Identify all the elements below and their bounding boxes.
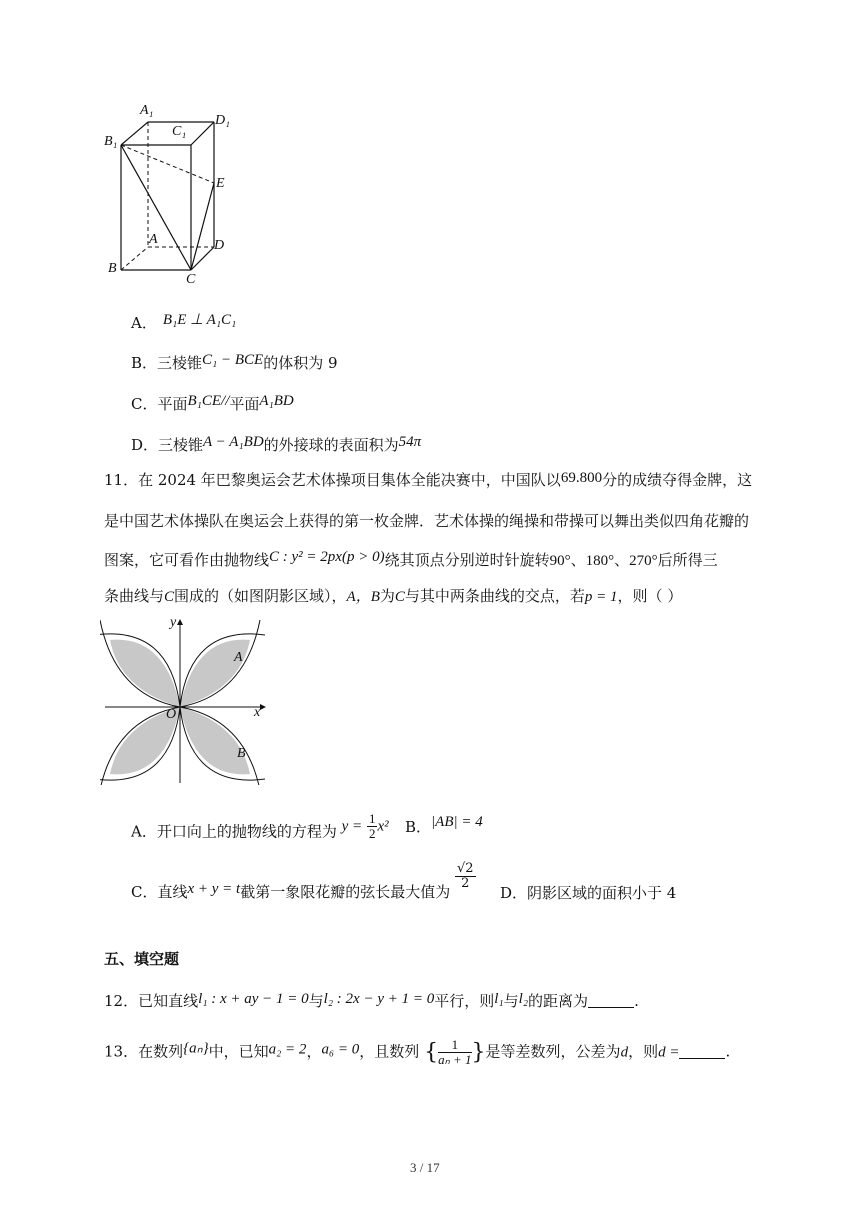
q10-option-b: B．三棱锥C₁ − BCE的体积为 9 <box>131 352 338 372</box>
origin-label: O <box>166 707 177 722</box>
q11-line-4: 条曲线与C围成的（如图阴影区域），A，B为C与其中两条曲线的交点，若p = 1，则（ ） <box>104 587 683 605</box>
q11-option-c: C．直线x + y = t截第一象限花瓣的弦长最大值为 $\frac{√2}{2}$ <box>131 861 474 901</box>
frac-one-half: $\frac{1}{2}$ <box>368 811 376 841</box>
frac-1-over-an-plus-1: $\frac{1}{\text{aₙ + 1}}$ <box>438 1037 472 1067</box>
axis-x-label: x <box>254 705 261 720</box>
label-D1: D₁ <box>215 113 230 128</box>
q11-option-a: A．开口向上的抛物线的方程为 y = $\frac{1}{2}$ x² <box>131 811 389 841</box>
q11-option-d: D．阴影区域的面积小于 4 <box>500 884 677 902</box>
axis-y-label: y <box>170 615 177 630</box>
label-E: E <box>216 176 225 191</box>
q11-line-2: 是中国艺术体操队在奥运会上获得的第一枚金牌．艺术体操的绳操和带操可以舞出类似四角花瓣的 <box>104 512 750 530</box>
q11-line-3: 图案，它可看作由抛物线C : y² = 2px(p > 0)绕其顶点分别逆时针旋转90°、180°、270°后所得三 <box>104 549 718 569</box>
label-B1: B₁ <box>104 134 118 149</box>
q10-option-c: C．平面B₁CE//平面A₁BD <box>131 393 294 413</box>
q13: 13．在数列{aₙ}中，已知a₂ = 2，a₆ = 0，且数列 { $\frac{1}{\text{aₙ + 1}}$ }是等差数列，公差为d，则d = . <box>104 1037 731 1067</box>
label-A: A <box>149 232 158 247</box>
label-A1: A₁ <box>140 103 154 118</box>
point-B-label: B <box>237 746 246 761</box>
q10-option-d: D．三棱锥A − A₁BD的外接球的表面积为54π <box>131 434 422 454</box>
section-title: 五、填空题 <box>104 950 180 968</box>
q11-option-b: B．|AB| = 4 <box>405 814 483 836</box>
frac-sequence-brace: { <box>424 1040 439 1065</box>
page-number: 3 / 17 <box>410 1160 440 1175</box>
label-C: C <box>186 272 196 287</box>
point-A-label: A <box>234 650 243 665</box>
frac-sqrt2-over-2: $\frac{√2}{2}$ <box>457 861 474 891</box>
label-C1: C₁ <box>172 124 187 139</box>
label-D: D <box>214 238 225 253</box>
answer-blank-q13[interactable] <box>679 1044 725 1059</box>
q10-option-a: A． B₁E ⊥ A₁C₁ <box>131 312 237 332</box>
q11-line-1: 11．在 2024 年巴黎奥运会艺术体操项目集体全能决赛中，中国队以69.800分的成绩夺得金牌，这 <box>104 470 753 489</box>
q12: 12．已知直线l₁ : x + ay − 1 = 0与l₂ : 2x − y + 1 = 0平行，则l₁与l₂的距离为 . <box>104 991 639 1010</box>
label-B: B <box>108 261 117 276</box>
answer-blank-q12[interactable] <box>588 993 634 1008</box>
